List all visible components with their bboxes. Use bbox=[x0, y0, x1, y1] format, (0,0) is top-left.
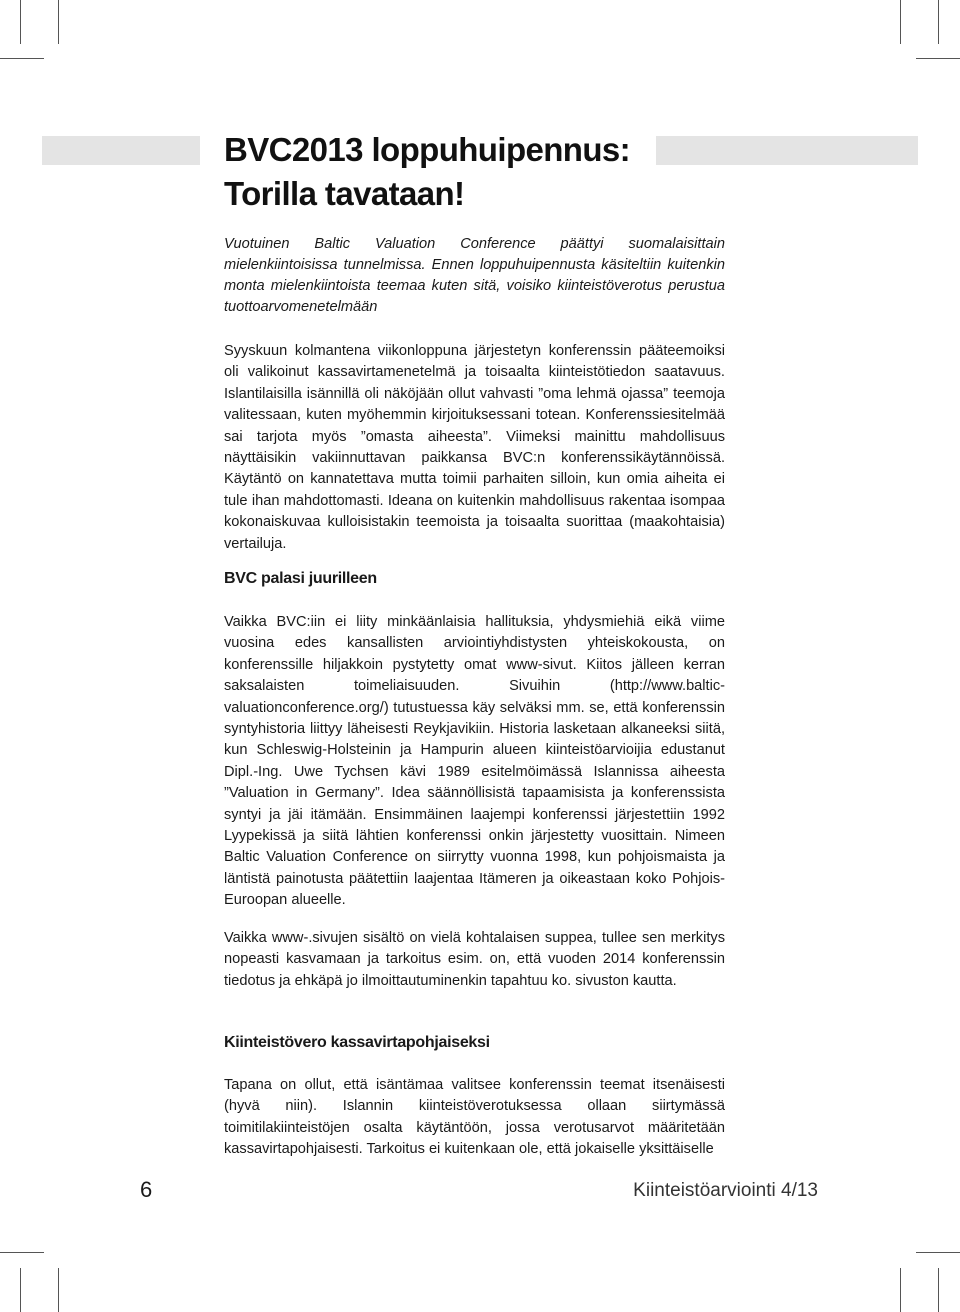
section-heading: Kiinteistövero kassavirtapohjaiseksi bbox=[224, 1034, 490, 1051]
decorative-bar-left bbox=[42, 136, 200, 165]
crop-mark bbox=[20, 1268, 21, 1312]
crop-mark bbox=[900, 0, 901, 44]
crop-mark bbox=[938, 1268, 939, 1312]
paragraph: Vaikka BVC:iin ei liity minkäänlaisia hallituksia, yhdysmiehiä eikä viime vuosina edes kansallisten arviointiyhdistysten yhteiskokousta, on konferenssille hiljakkoin pystytetty omat www-sivut. Kiitos jälleen kerran saksalaisten toimeliaisuuden. Sivuihin (http://www.baltic-valuationconference.org/) tutustuessa käy selväksi mm. se, että konferenssin syntyhistoria liittyy läheisesti Reykjavikiin. Historia lasketaan alkaneeksi siitä, kun Schleswig-Holsteinin ja Hampurin alueen kiinteistöarvioijia edustanut Dipl.-Ing. Uwe Tychsen kävi 1989 esitelmöimässä Islannissa aiheesta ”Valuation in Germany”. Idea säännöllisistä tapaamisista ja konferenssista syntyi ja jäi itämään. Ensimmäinen laajempi konferenssi järjestettiin 1992 Lyypekissä ja siitä lähtien konferenssi onkin järjestetty vuosittain. Nimeen Baltic Valuation Conference on siirrytty vuonna 1998, kun pohjoismaista ja läntistä painotusta päätettiin laajentaa Itämeren ja oikeastaan koko Pohjois-Euroopan alueelle. bbox=[224, 614, 725, 909]
paragraph: Syyskuun kolmantena viikonloppuna järjestetyn konferenssin pääteemoiksi oli valikoinut kassavirtamenetelmä ja toisaalta kiinteistötiedon saatavuus. Islantilaisilla isännillä oli näköjään ollut vahvasti ”oma lehmä ojassa” teemoja valitessaan, kuten myöhemmin kirjoituksessani totean. Konferenssiesitelmää sai tarjota myös ”omasta aiheesta”. Viimeksi mainittu mahdollisuus näyttäisikin vakiinnuttavan paikkansa BVC:n konferenssikäytännöissä. Käytäntö on kannatettava mutta toimii parhaiten silloin, kun omia aiheita ei tule ihan mahdottomasti. Ideana on kuitenkin mahdollisuus rakentaa isompaa kokonaiskuvaa kulloisistakin teemoista ja toisaalta suorittaa (maakohtaisia) vertailuja. bbox=[224, 343, 725, 552]
crop-mark bbox=[58, 0, 59, 44]
publication-footer: Kiinteistöarviointi 4/13 bbox=[633, 1180, 818, 1201]
article-title-line1: BVC2013 loppuhuipennus: bbox=[224, 131, 631, 168]
article-lead: Vuotuinen Baltic Valuation Conference päättyi suomalaisittain mielenkiintoisissa tunnelmissa. Ennen loppuhuipennusta käsiteltiin kuitenkin monta mielenkiintoista teemaa kuten sitä, voisiko kiinteistöverotus perustua tuottoarvomenetelmään bbox=[224, 236, 725, 315]
crop-mark bbox=[916, 58, 960, 59]
article-title bbox=[224, 128, 684, 216]
article-title-line2: Torilla tavataan! bbox=[224, 175, 465, 212]
crop-mark bbox=[0, 58, 44, 59]
decorative-bar-right bbox=[656, 136, 918, 165]
crop-mark bbox=[916, 1252, 960, 1253]
crop-mark bbox=[0, 1252, 44, 1253]
paragraph: Tapana on ollut, että isäntämaa valitsee konferenssin teemat itsenäisesti (hyvä niin). Islannin kiinteistöverotuksessa ollaan siirtymässä toimitilakiinteistöjen osalta käytäntöön, jossa verotusarvot määritetään kassavirtapohjaisesti. Tarkoitus ei kuitenkaan ole, että jokaiselle yksittäiselle bbox=[224, 1077, 725, 1158]
crop-mark bbox=[900, 1268, 901, 1312]
crop-mark bbox=[20, 0, 21, 44]
page-number: 6 bbox=[140, 1177, 153, 1202]
section-heading: BVC palasi juurilleen bbox=[224, 570, 377, 587]
paragraph: Vaikka www-.sivujen sisältö on vielä kohtalaisen suppea, tullee sen merkitys nopeasti kasvamaan ja tarkoitus esim. on, että vuoden 2014 konferenssin tiedotus ja ehkäpä jo ilmoittautuminenkin tapahtuu ko. sivuston kautta. bbox=[224, 930, 725, 989]
crop-mark bbox=[938, 0, 939, 44]
crop-mark bbox=[58, 1268, 59, 1312]
